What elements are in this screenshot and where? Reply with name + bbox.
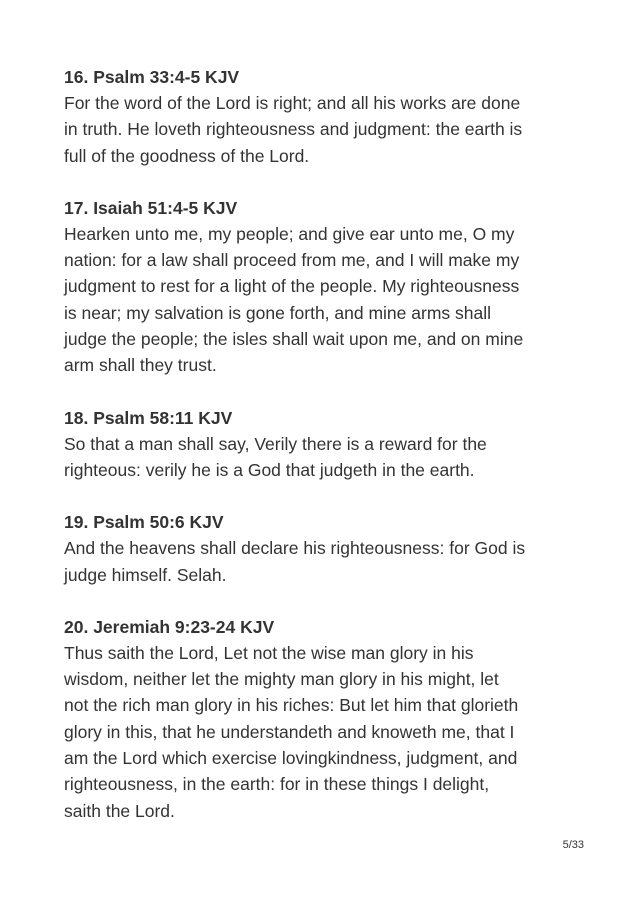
verse-text-line: arm shall they trust.: [64, 355, 217, 376]
verse-block: [64, 195, 584, 379]
page-number: 5/33: [562, 839, 584, 851]
verse-heading: 17. Isaiah 51:4-5 KJV: [64, 197, 238, 218]
verse-heading: 18. Psalm 58:11 KJV: [64, 407, 233, 428]
document-page: [64, 64, 584, 850]
verse-block: [64, 64, 584, 169]
verse-block: [64, 405, 584, 484]
verse-heading: 19. Psalm 50:6 KJV: [64, 512, 224, 533]
verse-text-line: judge the people; the isles shall wait upon me, and on mine: [64, 329, 524, 350]
verse-heading: 16. Psalm 33:4-5 KJV: [64, 67, 240, 87]
verse-block: [64, 509, 584, 588]
verse-text-line: Hearken unto me, my people; and give ear unto me, O my: [64, 223, 515, 244]
verse-text-line: saith the Lord.: [64, 800, 175, 821]
verse-text-line: nation: for a law shall proceed from me, and I will make my: [64, 250, 520, 271]
verse-text-line: And the heavens shall declare his righteousness: for God is: [64, 538, 526, 559]
verse-text-line: righteous: verily he is a God that judgeth in the earth.: [64, 459, 475, 480]
verse-text-line: not the rich man glory in his riches: But let him that glorieth: [64, 695, 519, 716]
verse-text-line: full of the goodness of the Lord.: [64, 145, 310, 166]
verse-text-line: Thus saith the Lord, Let not the wise man glory in his: [64, 642, 474, 663]
verse-text-line: For the word of the Lord is right; and all his works are done: [64, 93, 521, 113]
verse-heading: 20. Jeremiah 9:23-24 KJV: [64, 616, 275, 637]
verse-text-line: judge himself. Selah.: [64, 564, 227, 585]
verse-text-line: wisdom, neither let the mighty man glory in his might, let: [64, 669, 499, 690]
verse-text-line: So that a man shall say, Verily there is a reward for the: [64, 433, 487, 454]
verse-block: [64, 614, 584, 824]
verse-text-line: in truth. He loveth righteousness and judgment: the earth is: [64, 119, 523, 140]
verse-text-line: am the Lord which exercise lovingkindness, judgment, and: [64, 748, 518, 769]
verse-text-line: judgment to rest for a light of the people. My righteousness: [64, 276, 520, 297]
verse-text-line: righteousness, in the earth: for in these things I delight,: [64, 774, 490, 795]
verse-text-line: glory in this, that he understandeth and knoweth me, that I: [64, 721, 515, 742]
verse-text-line: is near; my salvation is gone forth, and mine arms shall: [64, 302, 491, 323]
